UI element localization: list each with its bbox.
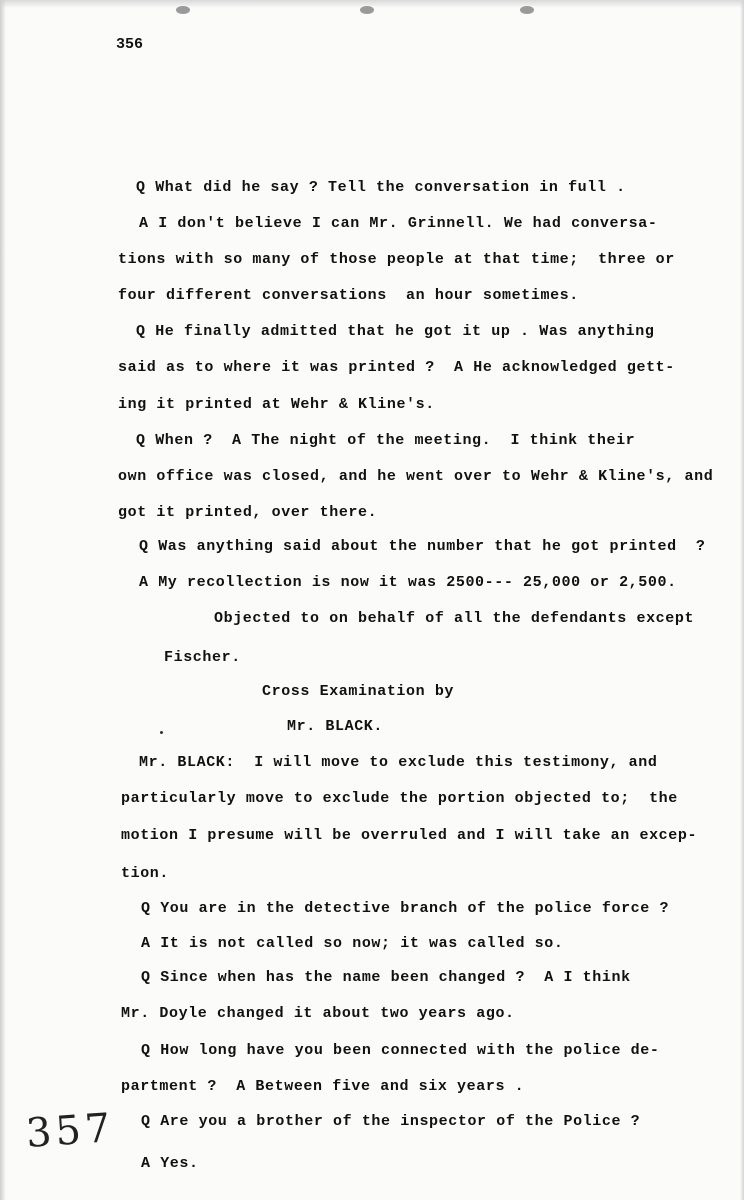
transcript-line: Q Since when has the name been changed ? A I think bbox=[141, 969, 631, 986]
transcript-line: Mr. BLACK: I will move to exclude this testimony, and bbox=[139, 754, 658, 771]
transcript-line: Fischer. bbox=[164, 649, 241, 666]
transcript-line: said as to where it was printed ? A He acknowledged gett- bbox=[118, 359, 675, 376]
transcript-line: motion I presume will be overruled and I will take an excep- bbox=[121, 827, 698, 844]
transcript-line: Q Was anything said about the number that he got printed ? bbox=[139, 538, 706, 555]
ink-speck bbox=[160, 731, 163, 734]
transcript-line: Objected to on behalf of all the defendants except bbox=[214, 610, 695, 627]
transcript-line: four different conversations an hour sometimes. bbox=[118, 287, 579, 304]
binding-hole bbox=[360, 6, 374, 14]
transcript-line: A Yes. bbox=[141, 1155, 199, 1172]
page-right-edge bbox=[740, 0, 744, 1200]
transcript-line: Q He finally admitted that he got it up . Was anything bbox=[136, 323, 655, 340]
transcript-line: A I don't believe I can Mr. Grinnell. We had conversa- bbox=[139, 215, 658, 232]
binding-hole bbox=[176, 6, 190, 14]
page-number: 356 bbox=[116, 36, 144, 53]
transcript-line: tion. bbox=[121, 865, 170, 882]
binding-hole bbox=[520, 6, 534, 14]
transcript-line: Mr. Doyle changed it about two years ago. bbox=[121, 1005, 515, 1022]
section-heading: Mr. BLACK. bbox=[287, 718, 384, 735]
transcript-line: Q When ? A The night of the meeting. I think their bbox=[136, 432, 636, 449]
transcript-line: particularly move to exclude the portion objected to; the bbox=[121, 790, 678, 807]
transcript-line: A My recollection is now it was 2500--- 25,000 or 2,500. bbox=[139, 574, 677, 591]
handwritten-page-number: 357 bbox=[24, 1104, 116, 1158]
transcript-line: ing it printed at Wehr & Kline's. bbox=[118, 396, 435, 413]
transcript-line: got it printed, over there. bbox=[118, 504, 378, 521]
transcript-line: Q You are in the detective branch of the police force ? bbox=[141, 900, 670, 917]
transcript-line: Q What did he say ? Tell the conversation in full . bbox=[136, 179, 626, 196]
transcript-line: A It is not called so now; it was called so. bbox=[141, 935, 564, 952]
transcript-line: own office was closed, and he went over to Wehr & Kline's, and bbox=[118, 468, 714, 485]
page-left-edge bbox=[0, 0, 6, 1200]
transcript-line: Q How long have you been connected with the police de- bbox=[141, 1042, 660, 1059]
transcript-line: partment ? A Between five and six years . bbox=[121, 1078, 525, 1095]
transcript-line: Q Are you a brother of the inspector of the Police ? bbox=[141, 1113, 641, 1130]
transcript-line: tions with so many of those people at that time; three or bbox=[118, 251, 675, 268]
section-heading: Cross Examination by bbox=[262, 683, 455, 700]
